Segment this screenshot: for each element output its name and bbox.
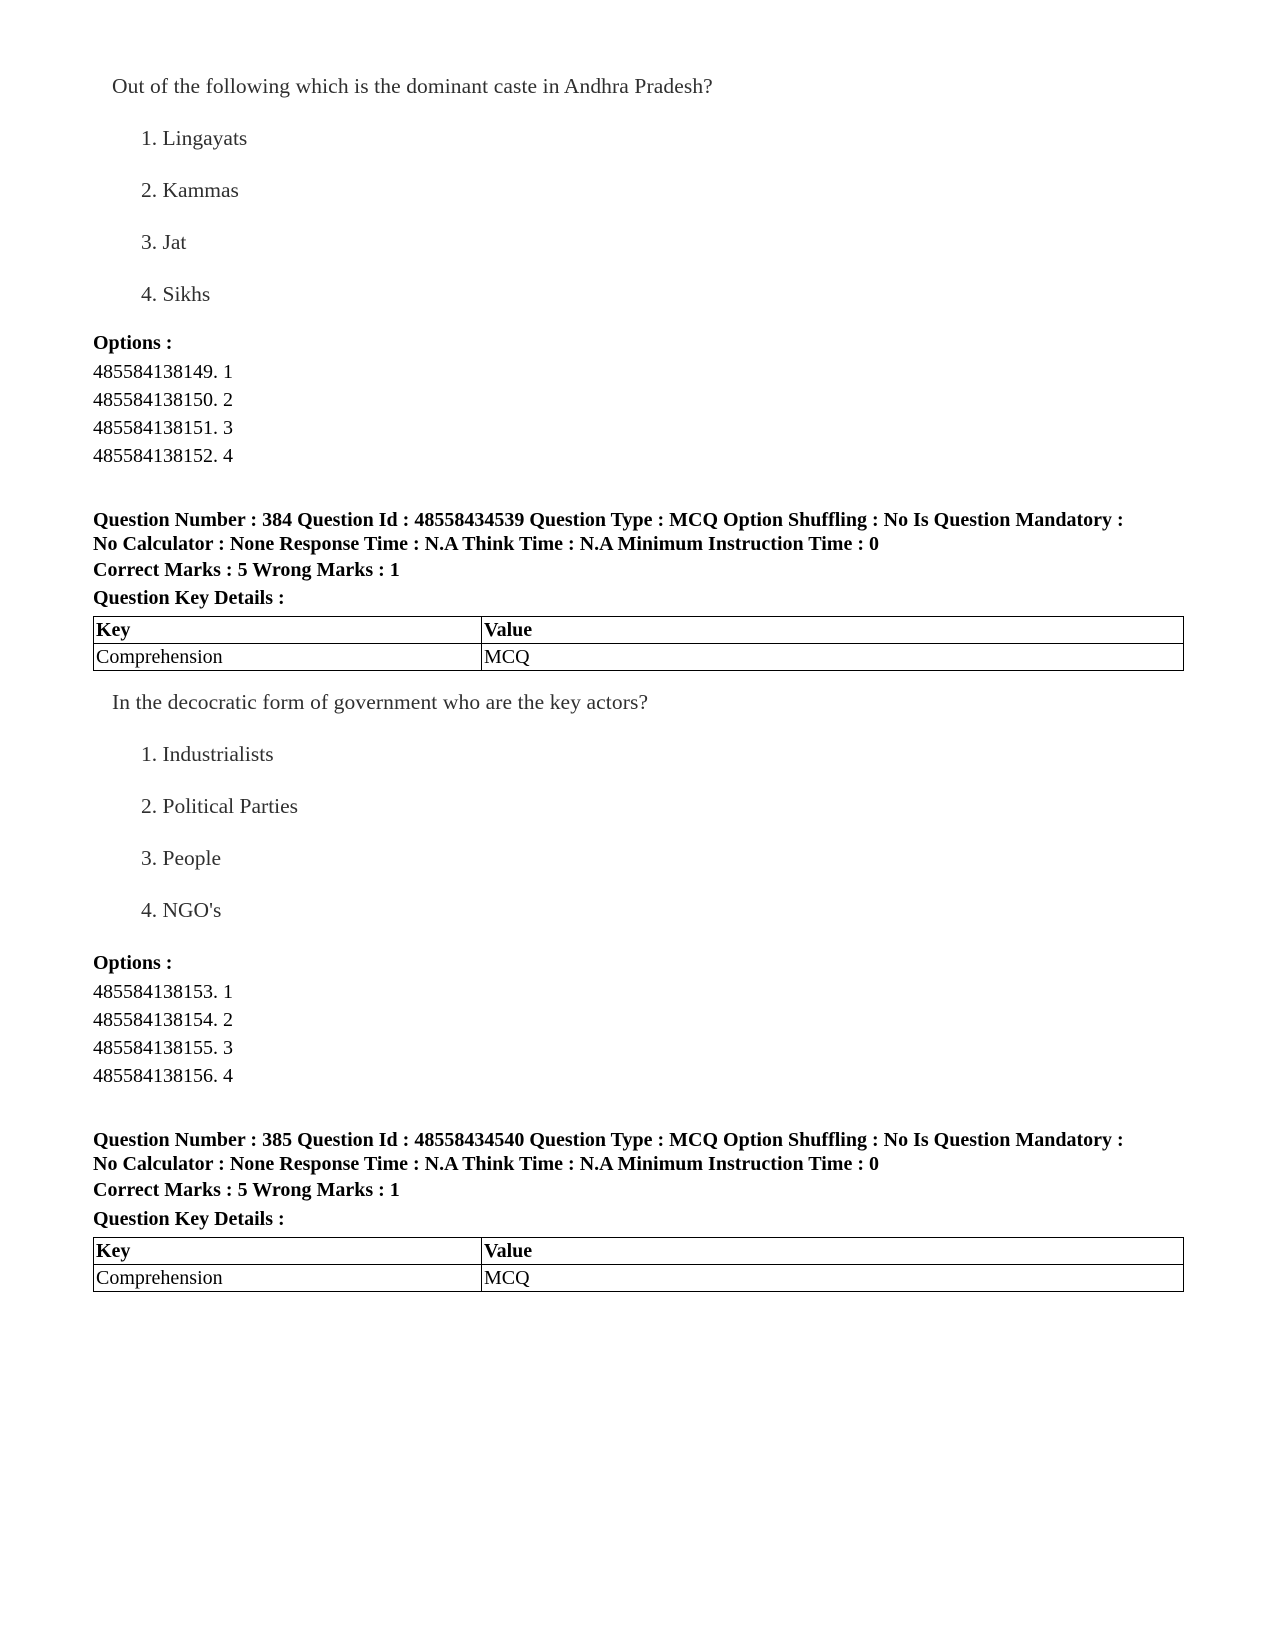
table-cell-value: MCQ — [482, 644, 1184, 671]
question-text: In the decocratic form of government who are the key actors? — [112, 690, 649, 714]
key-details-table — [93, 1237, 1184, 1292]
meta-line: Question Number : 384 Question Id : 48558434539 Question Type : MCQ Option Shuffling : No Is Question Mandatory : — [93, 509, 1124, 531]
meta-line: No Calculator : None Response Time : N.A Think Time : N.A Minimum Instruction Time : 0 — [93, 1153, 879, 1175]
table-header-value: Value — [482, 1238, 1184, 1265]
options-label: Options : — [93, 332, 173, 354]
choice-2: 2. Kammas — [141, 178, 239, 202]
question-image-1 — [92, 74, 1092, 314]
table-header-row — [94, 617, 1184, 644]
key-details-table — [93, 616, 1184, 671]
question-text: Out of the following which is the dominant caste in Andhra Pradesh? — [112, 74, 713, 98]
choice-4: 4. Sikhs — [141, 282, 211, 306]
choice-3: 3. People — [141, 846, 222, 870]
table-header-key: Key — [94, 617, 482, 644]
choice-1: 1. Industrialists — [141, 742, 274, 766]
question-image-2 — [92, 690, 1092, 930]
option-id: 485584138156. 4 — [93, 1065, 233, 1087]
table-row — [94, 644, 1184, 671]
table-header-value: Value — [482, 617, 1184, 644]
option-id: 485584138154. 2 — [93, 1009, 233, 1031]
choice-4: 4. NGO's — [141, 898, 222, 922]
table-cell-key: Comprehension — [94, 1265, 482, 1292]
choice-3: 3. Jat — [141, 230, 187, 254]
option-id: 485584138153. 1 — [93, 981, 233, 1003]
table-row — [94, 1265, 1184, 1292]
option-id: 485584138150. 2 — [93, 389, 233, 411]
question-meta — [93, 1128, 1193, 1176]
choice-1: 1. Lingayats — [141, 126, 248, 150]
option-id: 485584138155. 3 — [93, 1037, 233, 1059]
marks-line: Correct Marks : 5 Wrong Marks : 1 — [93, 1179, 400, 1201]
table-cell-key: Comprehension — [94, 644, 482, 671]
option-id: 485584138149. 1 — [93, 361, 233, 383]
table-cell-value: MCQ — [482, 1265, 1184, 1292]
meta-line: No Calculator : None Response Time : N.A Think Time : N.A Minimum Instruction Time : 0 — [93, 533, 879, 555]
option-id: 485584138151. 3 — [93, 417, 233, 439]
table-header-key: Key — [94, 1238, 482, 1265]
question-meta — [93, 508, 1193, 556]
table-header-row — [94, 1238, 1184, 1265]
meta-line: Question Number : 385 Question Id : 48558434540 Question Type : MCQ Option Shuffling : No Is Question Mandatory : — [93, 1129, 1124, 1151]
options-label: Options : — [93, 952, 173, 974]
key-details-label: Question Key Details : — [93, 1208, 285, 1230]
choice-2: 2. Political Parties — [141, 794, 299, 818]
marks-line: Correct Marks : 5 Wrong Marks : 1 — [93, 559, 400, 581]
option-id: 485584138152. 4 — [93, 445, 233, 467]
key-details-label: Question Key Details : — [93, 587, 285, 609]
